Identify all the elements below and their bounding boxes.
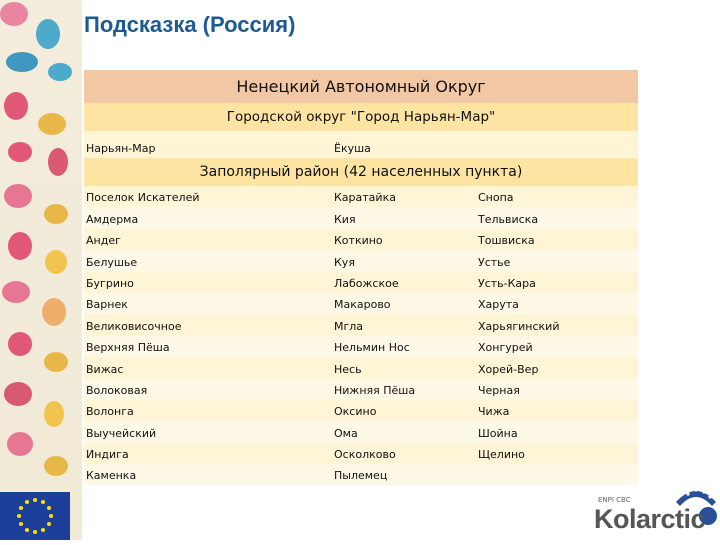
urban-district-title: Городской округ "Город Нарьян-Мар"	[226, 109, 496, 125]
table-cell: Хонгурей	[478, 341, 533, 355]
logo-name: Kolarctic	[594, 504, 706, 534]
table-row	[84, 357, 638, 378]
table-row	[84, 314, 638, 335]
table-cell: Пылемец	[334, 469, 388, 483]
table-cell: Ома	[334, 426, 358, 440]
table-cell: Индига	[86, 448, 129, 462]
eu-flag	[0, 492, 70, 540]
table-cell: Шойна	[478, 426, 518, 440]
urban-district-header	[84, 103, 638, 131]
table-row	[84, 186, 638, 207]
page-title: Подсказка (Россия)	[84, 12, 296, 37]
table-cell: Чижа	[478, 405, 510, 419]
table-row	[84, 336, 638, 357]
table-row	[84, 229, 638, 250]
logo-subtitle: ENPI CBC	[598, 496, 631, 504]
table-cell: Куя	[334, 255, 355, 269]
kolarctic-logo	[584, 482, 720, 540]
table-cell: Тельвиска	[478, 212, 539, 226]
table-cell: Бугрино	[86, 276, 134, 290]
table-cell: Макарово	[334, 298, 391, 312]
table-cell: Тошвиска	[478, 234, 535, 248]
table-cell: Щелино	[478, 448, 525, 462]
table-cell: Оксино	[334, 405, 377, 419]
table-cell: Кия	[334, 212, 356, 226]
table-cell: Коткино	[334, 234, 383, 248]
table-cell: Харьягинский	[478, 319, 560, 333]
table-cell: Великовисочное	[86, 319, 182, 333]
eu-stars-icon	[0, 492, 70, 540]
table-row	[84, 400, 638, 421]
children-figures-illustration	[0, 0, 82, 540]
table-row	[84, 443, 638, 464]
table-cell: Ёкуша	[334, 142, 371, 155]
table-cell: Осколково	[334, 448, 396, 462]
table-cell: Мгла	[334, 319, 364, 333]
table-cell: Черная	[478, 383, 520, 397]
table-row	[84, 131, 638, 158]
table-row	[84, 293, 638, 314]
table-cell: Устье	[478, 255, 511, 269]
table-cell: Поселок Искателей	[86, 191, 200, 205]
settlements-rows	[84, 186, 638, 485]
table-row	[84, 207, 638, 228]
table-cell: Хорей-Вер	[478, 362, 539, 376]
table-cell: Нельмин Нос	[334, 341, 410, 355]
table-cell: Волонга	[86, 405, 134, 419]
table-cell: Нижняя Пёша	[334, 383, 416, 397]
table-cell: Усть-Кара	[478, 276, 536, 290]
table-cell: Белушье	[86, 255, 138, 269]
table-cell: Несь	[334, 362, 362, 376]
region-title: Ненецкий Автономный Округ	[236, 77, 486, 96]
table-cell	[478, 155, 638, 158]
table-cell: Верхняя Пёша	[86, 341, 170, 355]
table-cell: Волоковая	[86, 383, 148, 397]
table-cell: Вижас	[86, 362, 124, 376]
rural-district-title: Заполярный район (42 населенных пункта)	[199, 164, 523, 180]
table-cell: Каратайка	[334, 191, 396, 205]
table-row	[84, 379, 638, 400]
table-cell: Андег	[86, 234, 121, 248]
table-cell: Амдерма	[86, 212, 139, 226]
table-cell: Варнек	[86, 298, 128, 312]
table-row	[84, 250, 638, 271]
table-cell: Харута	[478, 298, 519, 312]
region-header	[84, 70, 638, 103]
table-cell: Каменка	[86, 469, 137, 483]
table-cell: Нарьян-Мар	[86, 142, 156, 155]
settlements-table	[84, 70, 638, 485]
table-cell: Выучейский	[86, 426, 157, 440]
table-cell: Снопа	[478, 191, 514, 205]
table-cell: Лабожское	[334, 276, 399, 290]
table-row	[84, 464, 638, 485]
rural-district-header	[84, 158, 638, 186]
table-row	[84, 421, 638, 442]
decorative-figures-strip	[0, 0, 82, 540]
table-row	[84, 272, 638, 293]
